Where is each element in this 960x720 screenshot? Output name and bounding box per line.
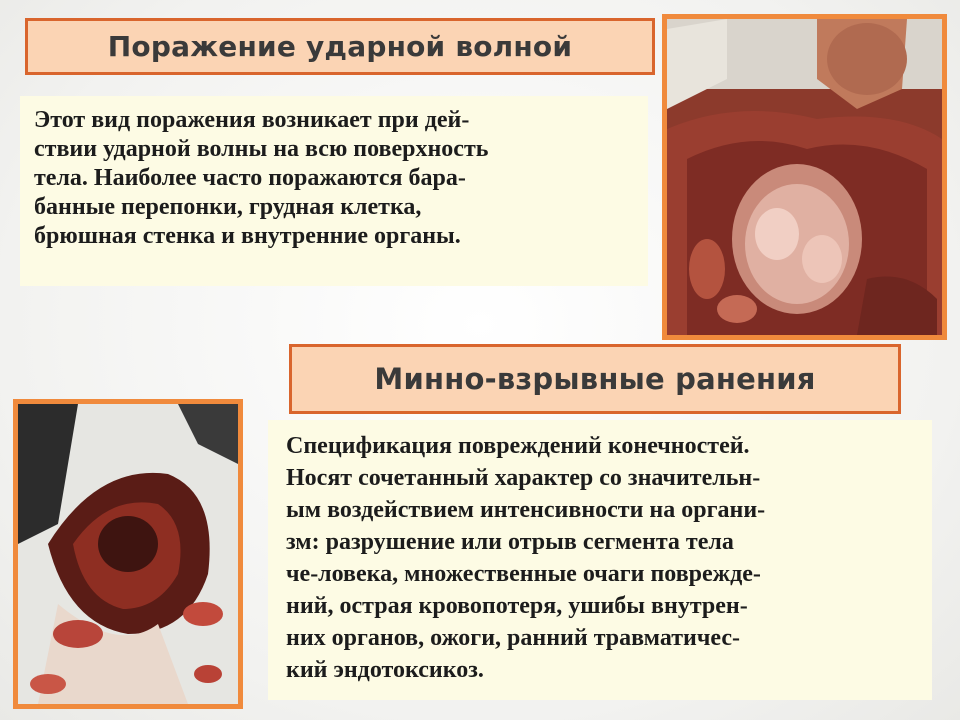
text-line: банные перепонки, грудная клетка, — [34, 194, 422, 220]
section-title-mine-blast-wounds: Минно-взрывные ранения — [289, 344, 901, 414]
text-line: брюшная стенка и внутренние органы. — [34, 223, 461, 249]
text-line: ний, острая кровопотеря, ушибы внутрен- — [286, 593, 748, 619]
text-line: них органов, ожоги, ранний травматичес- — [286, 625, 740, 651]
limb-injury-photo — [13, 399, 243, 709]
text-line: тела. Наиболее часто поражаются бара- — [34, 165, 466, 191]
text-line: ствии ударной волны на всю поверхность — [34, 136, 489, 162]
blast-injury-text — [20, 96, 648, 286]
text-line: Этот вид поражения возникает при дей- — [34, 107, 470, 133]
text-line: Носят сочетанный характер со значительн- — [286, 465, 761, 491]
mine-blast-wounds-text — [268, 420, 932, 700]
text-line: ым воздействием интенсивности на органи- — [286, 497, 766, 523]
text-line: зм: разрушение или отрыв сегмента тела — [286, 529, 734, 555]
text-line: кий эндотоксикоз. — [286, 657, 484, 683]
text-line: Спецификация повреждений конечностей. — [286, 433, 750, 459]
text-line: че-ловека, множественные очаги поврежде- — [286, 561, 761, 587]
chest-injury-photo — [662, 14, 947, 340]
section-title-blast-injury: Поражение ударной волной — [25, 18, 655, 75]
